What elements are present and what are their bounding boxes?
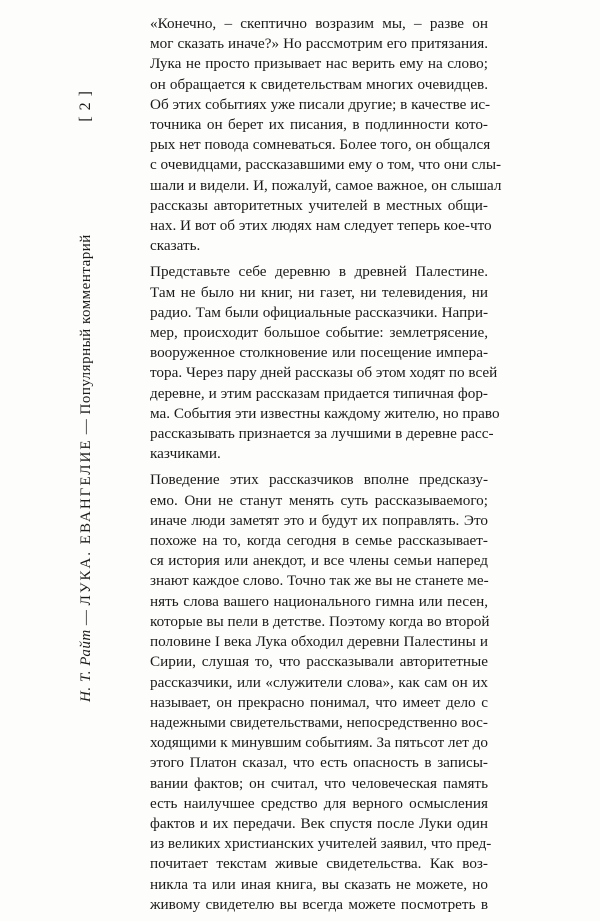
text-line: рассказывать признается за лучшими в деревне расс- <box>150 425 494 443</box>
text-line: называет, он прекрасно понимал, что имеет дело с <box>150 693 488 711</box>
text-line: деревне, и этим рассказам придается типичная фор- <box>150 384 488 402</box>
header-subtitle: Популярный комментарий <box>77 234 94 415</box>
text-line: Представьте себе деревню в древней Палестине. <box>150 263 488 281</box>
text-line: ся история или анекдот, и все члены семьи наперед <box>150 552 488 570</box>
body-text <box>130 14 502 921</box>
paragraph-1 <box>130 14 502 256</box>
text-line: Поведение этих рассказчиков вполне предсказу- <box>150 471 488 489</box>
text-line: надежными свидетельствами, непосредственно вос- <box>150 713 488 731</box>
text-line: он обращается к свидетельствам многих очевидцев. <box>150 75 488 93</box>
text-line: знают каждое слово. Точно так же вы не станете ме- <box>150 572 489 590</box>
header-author-title <box>78 234 95 702</box>
text-line: рассказы авторитетных учителей в местных общи- <box>150 196 488 214</box>
text-line: Лука не просто призывает нас верить ему на слово; <box>150 55 488 73</box>
text-line: «Конечно, – скептично возразим мы, – разве он <box>150 15 488 32</box>
text-line: точника он берет их писания, в подлинности кото- <box>150 116 488 134</box>
text-line: почитает текстам живые свидетельства. Как воз- <box>150 855 488 873</box>
paragraph-3 <box>130 470 492 914</box>
text-line: из великих христианских учителей заявил, что пред- <box>150 835 492 853</box>
text-line: ходящими к минувшим событиям. За пятьсот лет до <box>150 734 488 752</box>
text-line: нах. И вот об этих людях нам следует теперь кое-что <box>150 217 492 235</box>
text-line: рых нет повода сомневаться. Более того, он общался <box>150 136 491 154</box>
running-header <box>73 90 99 702</box>
text-line: нять слова вашего национального гимна или песен, <box>150 592 488 610</box>
text-line: ма. События эти известны каждому жителю, но право <box>150 404 500 422</box>
text-line: никла та или иная книга, вы сказать не можете, но <box>150 875 488 893</box>
text-line: рассказчики, или «служители слова», как сам он их <box>150 673 488 691</box>
text-line: радио. Там были официальные рассказчики. Напри- <box>150 303 488 321</box>
text-line: Там не было ни книг, ни газет, ни телевидения, ни <box>150 283 488 301</box>
text-line: вооруженное столкновение или посещение импера- <box>150 344 488 362</box>
text-line: сказать. <box>150 237 201 255</box>
header-dash-1: — <box>77 609 94 626</box>
text-line: Об этих событиях уже писали другие; в качестве ис- <box>150 95 491 113</box>
text-line: фактов и их передачи. Век спустя после Луки один <box>150 814 488 832</box>
text-line: живому свидетелю вы всегда можете посмотреть в <box>150 895 488 913</box>
text-line: которые вы пели в детстве. Поэтому когда во второй <box>150 612 490 630</box>
text-line: вании фактов; он считал, что человеческая память <box>150 774 488 792</box>
header-author: Н. Т. Райт <box>77 629 94 702</box>
page-number: [ 2 ] <box>77 90 94 122</box>
text-line: Сирии, слушая то, что рассказывали авторитетные <box>150 653 488 671</box>
text-line: есть наилучшее средство для верного осмысления <box>150 794 488 812</box>
paragraph-2 <box>130 262 500 464</box>
text-line: емо. Они не станут менять суть рассказываемого; <box>150 491 488 509</box>
text-line: мер, происходит большое событие: землетрясение, <box>150 324 488 342</box>
text-line: с очевидцами, рассказавшими ему о том, что они слы- <box>150 156 502 174</box>
header-dash-2: — <box>77 418 94 435</box>
text-line: шали и видели. И, пожалуй, самое важное, он слышал <box>150 176 502 194</box>
text-line: иначе люди заметят это и будут их поправлять. Это <box>150 511 488 529</box>
text-line: этого Платон сказал, что есть опасность в записы- <box>150 754 488 772</box>
text-line: тора. Через пару дней рассказы об этом ходят по всей <box>150 364 498 382</box>
text-line: половине I века Лука обходил деревни Палестины и <box>150 633 488 651</box>
text-line: казчиками. <box>150 445 221 463</box>
text-line: мог сказать иначе?» Но рассмотрим его притязания. <box>150 35 488 53</box>
header-book-title: ЛУКА. ЕВАНГЕЛИЕ <box>77 438 94 606</box>
text-line: похоже на то, когда сегодня в семье рассказывает- <box>150 532 488 550</box>
